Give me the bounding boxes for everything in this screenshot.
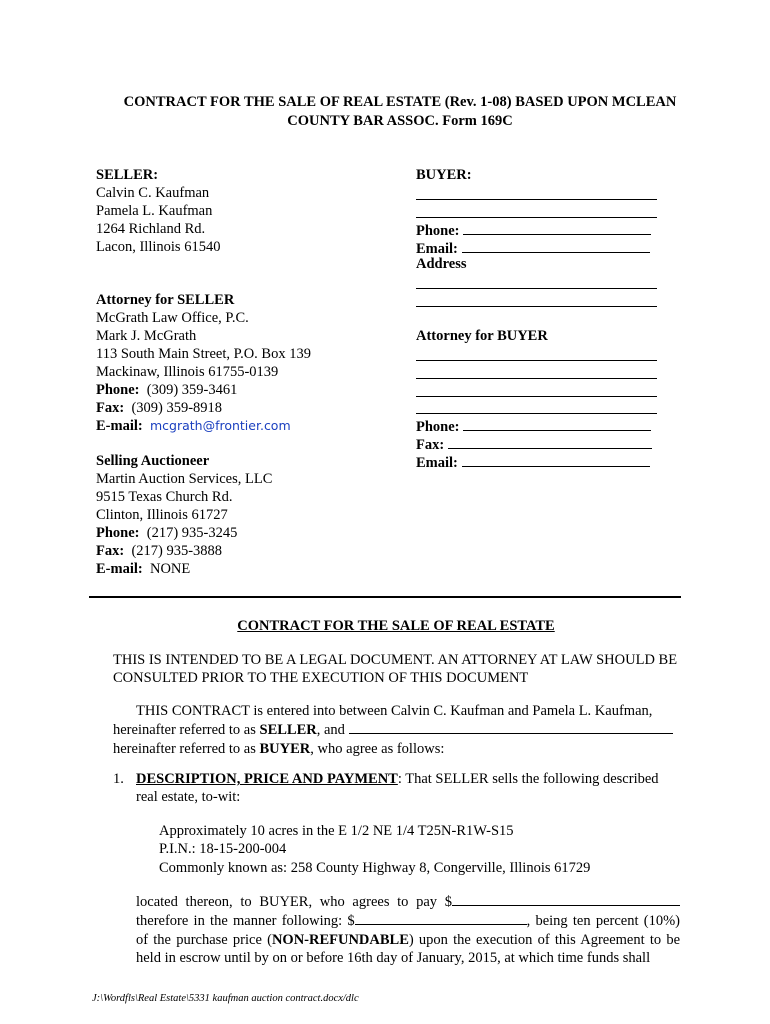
seller-attorney-name: Mark J. McGrath xyxy=(96,328,197,345)
auctioneer-fax: Fax: (217) 935-3888 xyxy=(96,542,223,559)
seller-name-1: Calvin C. Kaufman xyxy=(96,184,210,201)
seller-address-1: 1264 Richland Rd. xyxy=(96,220,206,237)
seller-attorney-phone: Phone: (309) 359-3461 xyxy=(96,381,238,398)
buyer-email-row: Email: xyxy=(416,239,676,257)
document-title: CONTRACT FOR THE SALE OF REAL ESTATE (Rev. 1-08) BASED UPON MCLEAN COUNTY BAR ASSOC. Form 169C xyxy=(123,94,677,129)
buyer-attorney-phone-row: Phone: xyxy=(416,417,676,435)
auctioneer-email: E-mail: NONE xyxy=(96,560,191,577)
item-heading: DESCRIPTION, PRICE AND PAYMENT xyxy=(136,771,398,787)
buyer-attorney-fax-field[interactable] xyxy=(448,435,652,449)
buyer-address-line-2[interactable] xyxy=(416,292,676,310)
seller-attorney-fax: Fax: (309) 359-8918 xyxy=(96,399,223,416)
buyer-email-field[interactable] xyxy=(462,239,650,253)
intro-paragraph: THIS CONTRACT is entered into between Calvin C. Kaufman and Pamela L. Kaufman, hereinafter referred to as SELLER, and hereinafter referred to as BUYER, who agree as follows: xyxy=(113,702,681,758)
buyer-name-line-1[interactable] xyxy=(416,185,676,203)
buyer-attorney-fax-row: Fax: xyxy=(416,435,676,453)
earnest-money-blank[interactable] xyxy=(355,911,527,925)
seller-heading: SELLER: xyxy=(96,167,159,183)
purchase-price-blank[interactable] xyxy=(452,892,680,906)
buyer-name-blank[interactable] xyxy=(349,720,673,734)
seller-address-2: Lacon, Illinois 61540 xyxy=(96,238,221,255)
buyer-attorney-heading: Attorney for BUYER xyxy=(416,328,548,345)
buyer-address-label: Address xyxy=(416,256,467,273)
seller-attorney-email: E-mail: mcgrath@frontier.com xyxy=(96,418,291,435)
buyer-attorney-line-4[interactable] xyxy=(416,400,676,418)
contract-page: CONTRACT FOR THE SALE OF REAL ESTATE (Rev. 1-08) BASED UPON MCLEAN COUNTY BAR ASSOC. Form 169C SELLER: Calvin C. Kaufman Pamela L. Kaufman 1264 Richland Rd. Lacon, Illinois 61540 Attorney for SELLER McGrath Law Office, P.C. Mark J. McGrath 113 South Main Street, P.O. Box 139 Mackinaw, Illinois 61755-0139 Phone: (309) 359-3461 Fax: (309) 359-8918 E-mail: mcgrath@frontier.com Selling Auctioneer Martin Auction Services, LLC 9515 Texas Church Rd. Clinton, Illinois 61727 Phone: (217) 935-3245 Fax: (217) 935-3888 E-mail: NONE BUYER: Phone: Email: Address Attorney for BUYER Phone: Fax: Email: CONTRACT FOR THE SALE OF REAL ESTATE THIS IS INTENDED TO BE A LEGAL DOCUMENT. AN ATTORNEY AT LAW SHOULD BE CONSULTED PRIOR TO THE EXECUTION OF THIS DOCUMENT THIS CONTRACT is entered into between Calvin C. Kaufman and Pamela L. Kaufman, hereinafter referred to as SELLER, and hereinafter referred to as BUYER, who agree as follows: 1. DESCRIPTION, PRICE AND PAYMENT: That SELLER sells the following described real estate, to-wit: Approximately 10 acres in the E 1/2 NE 1/4 T25N-R1W-S15 P.I.N.: 18-15-200-004 Commonly known as: 258 County Highway 8, Congerville, Illinois 61729 located thereon, to BUYER, who agrees to pay $ therefore in the manner following: $ , being ten percent (10%) of the purchase price (NON-REFUNDABLE) upon the execution of this Agreement to be held in escrow until by on or before 16th day of January, 2015, at which time funds shall J:\Wordfls\Real Estate\5331 kaufman auction contract.docx/dlc xyxy=(0,0,770,1024)
contract-section-title: CONTRACT FOR THE SALE OF REAL ESTATE xyxy=(237,618,555,634)
file-path-footer: J:\Wordfls\Real Estate\5331 kaufman auction contract.docx/dlc xyxy=(92,993,359,1004)
buyer-phone-field[interactable] xyxy=(463,221,651,235)
buyer-attorney-line-1[interactable] xyxy=(416,346,676,364)
seller-name-2: Pamela L. Kaufman xyxy=(96,202,213,219)
seller-attorney-address-1: 113 South Main Street, P.O. Box 139 xyxy=(96,345,311,362)
section-divider xyxy=(89,596,681,598)
seller-attorney-heading: Attorney for SELLER xyxy=(96,292,235,309)
seller-attorney-email-link[interactable]: mcgrath@frontier.com xyxy=(149,418,291,434)
buyer-attorney-email-field[interactable] xyxy=(462,453,650,467)
payment-terms: located thereon, to BUYER, who agrees to pay $ therefore in the manner following: $ , being ten percent (10%) of the purchase price (NON-REFUNDABLE) upon the execution of this Agreement to be held in escrow until by on or before 16th day of January, 2015, at which time funds shall xyxy=(136,894,680,966)
buyer-name-line-2[interactable] xyxy=(416,203,676,221)
buyer-attorney-phone-field[interactable] xyxy=(463,417,651,431)
buyer-attorney-email-row: Email: xyxy=(416,453,676,471)
buyer-column xyxy=(416,167,676,471)
auctioneer-phone: Phone: (217) 935-3245 xyxy=(96,524,238,541)
item-number: 1. xyxy=(113,771,124,787)
seller-column xyxy=(96,167,396,578)
auctioneer-heading: Selling Auctioneer xyxy=(96,453,210,470)
legal-description: Approximately 10 acres in the E 1/2 NE 1/4 T25N-R1W-S15 P.I.N.: 18-15-200-004 Commonly known as: 258 County Highway 8, Congerville, Illinois 61729 xyxy=(159,823,591,876)
buyer-address-line-1[interactable] xyxy=(416,274,676,292)
auctioneer-address-2: Clinton, Illinois 61727 xyxy=(96,506,228,523)
buyer-attorney-line-2[interactable] xyxy=(416,364,676,382)
seller-attorney-firm: McGrath Law Office, P.C. xyxy=(96,310,249,327)
seller-attorney-address-2: Mackinaw, Illinois 61755-0139 xyxy=(96,363,279,380)
auctioneer-firm: Martin Auction Services, LLC xyxy=(96,471,273,488)
buyer-phone-row: Phone: xyxy=(416,221,676,239)
buyer-attorney-line-3[interactable] xyxy=(416,382,676,400)
buyer-heading: BUYER: xyxy=(416,167,472,183)
auctioneer-address-1: 9515 Texas Church Rd. xyxy=(96,489,233,506)
legal-warning: THIS IS INTENDED TO BE A LEGAL DOCUMENT. AN ATTORNEY AT LAW SHOULD BE CONSULTED PRIOR TO THE EXECUTION OF THIS DOCUMENT xyxy=(113,652,678,687)
